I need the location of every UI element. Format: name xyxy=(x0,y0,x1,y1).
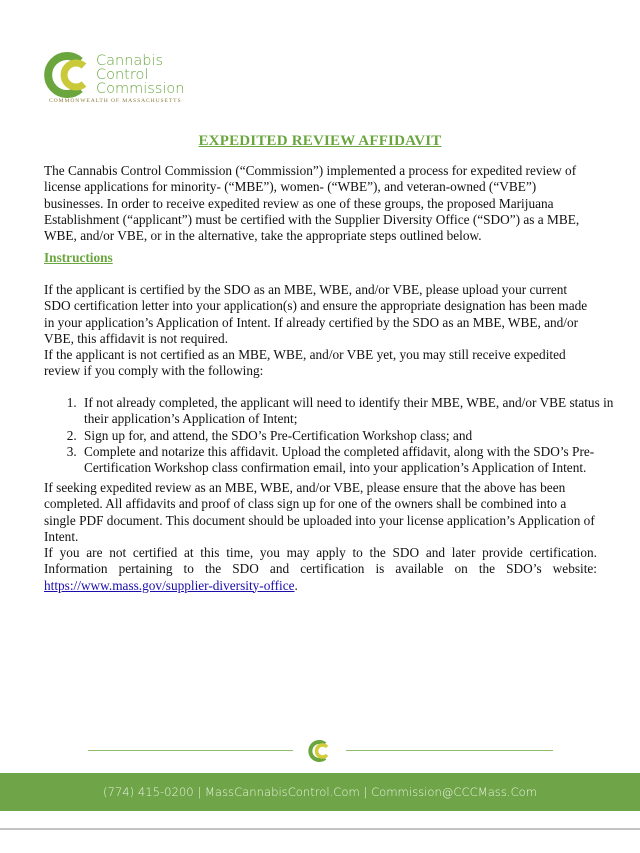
logo-line-1: Cannabis xyxy=(96,53,164,69)
step-item: 3. Complete and notarize this affidavit. Upload the completed affidavit, along with the SDO’s Pre-Certification Workshop class confirmation email, into your application’s Application of Intent. xyxy=(80,444,633,477)
info-suffix: . xyxy=(294,577,298,593)
seeking-paragraph: If seeking expedited review as an MBE, WBE, and/or VBE, please ensure that the above has been completed. All affidavits and proof of class sign up for one of the owners shall be combined into a single PDF document. This document should be uploaded into your license application’s Application of Intent. xyxy=(44,480,595,544)
instructions-heading: Instructions xyxy=(44,250,113,265)
certified-paragraph: If the applicant is certified by the SDO as an MBE, WBE, and/or VBE, please upload your current SDO certification letter into your application(s) and ensure the appropriate designation has been made in your application’s Application of Intent. If already certified by the SDO as an MBE, WBE, and/or VBE, this affidavit is not required. xyxy=(44,282,588,346)
logo-wordmark xyxy=(96,54,184,96)
intro-paragraph: The Cannabis Control Commission (“Commission”) implemented a process for expedited review of license applications for minority- (“MBE”), women- (“WBE”), and veteran-owned (“VBE”) businesses. In order to receive expedited review as one of these groups, the proposed Marijuana Establishment (“applicant”) must be certified with the Supplier Diversity Office (“SDO”) as a MBE, WBE, and/or VBE, or in the alternative, take the appropriate steps outlined below. xyxy=(44,163,580,244)
logo-subtitle: COMMONWEALTH OF MASSACHUSETTS xyxy=(49,98,182,104)
not-certified-paragraph: If the applicant is not certified as an MBE, WBE, and/or VBE yet, you may still receive expedited review if you comply with the following: xyxy=(44,347,566,379)
info-paragraph xyxy=(44,545,597,594)
sdo-website-link[interactable]: https://www.mass.gov/supplier-diversity-office xyxy=(44,577,295,593)
footer-rule-left xyxy=(88,750,293,751)
logo-line-3: Commission xyxy=(96,81,185,97)
step-item: 2. Sign up for, and attend, the SDO’s Pre-Certification Workshop class; and xyxy=(80,428,633,444)
ccc-logo-icon xyxy=(44,52,94,98)
footer-rule-right xyxy=(346,750,553,751)
info-text: If you are not certified at this time, you may apply to the SDO and later provide certification. Information pertaining to the SDO and certification is available on the SDO’s website: xyxy=(44,545,597,577)
step-item: 1. If not already completed, the applicant will need to identify their MBE, WBE, and/or VBE status in their application’s Application of Intent; xyxy=(80,395,633,428)
footer-contact-bar: (774) 415-0200 | MassCannabisControl.Com | Commission@CCCMass.Com xyxy=(0,773,640,811)
document-title: EXPEDITED REVIEW AFFIDAVIT xyxy=(198,133,442,149)
ccc-logo xyxy=(44,52,204,112)
footer-logo-icon xyxy=(308,739,332,763)
page-edge xyxy=(0,828,640,830)
steps-list xyxy=(44,395,633,476)
logo-line-2: Control xyxy=(96,67,149,83)
